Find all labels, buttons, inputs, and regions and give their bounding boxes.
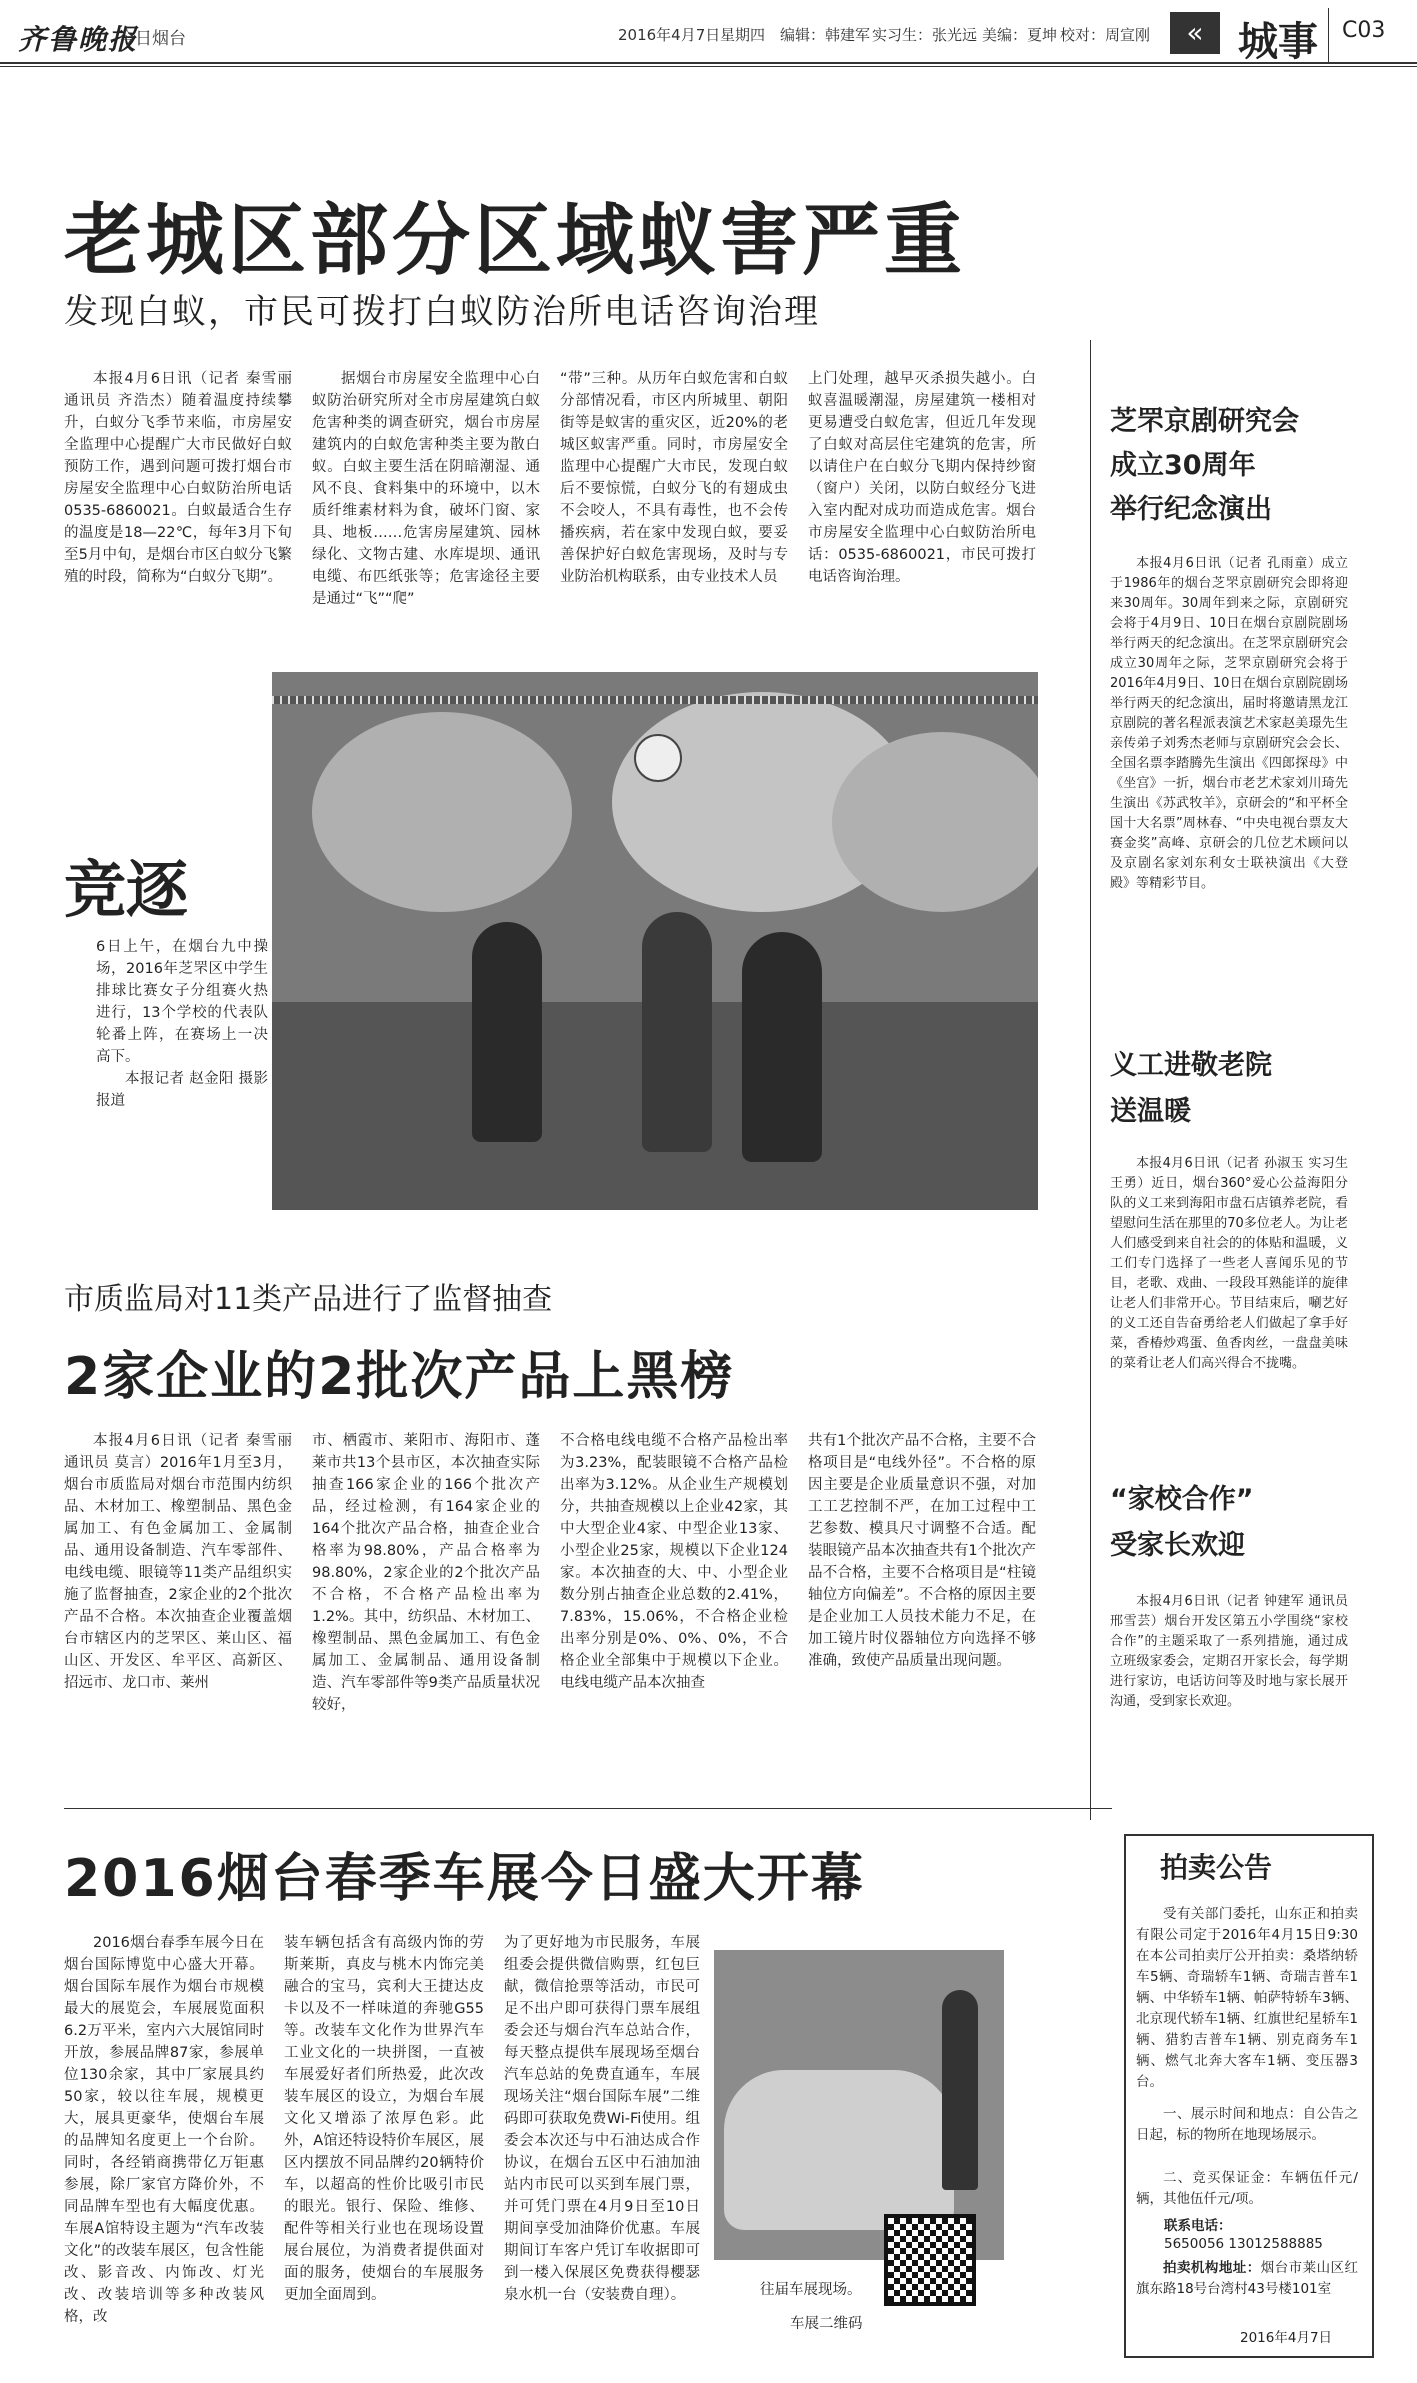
quality-col-2: 市、栖霞市、莱阳市、海阳市、蓬莱市共13个县市区，本次抽查实际抽查166家企业的166个批次产品，经过检测，有164家企业的164个批次产品合格，抽查企业合格率为98.80%，产品合格率为98.80%，2家企业的2个批次产品不合格，不合格产品检出率为1.2%。其中，纺织品、木材加工、橡塑制品、黑色金属加工、有色金属加工、金属制品、通用设备制造、汽车零部件等9类产品质量状况较好， bbox=[312, 1433, 540, 1713]
sidebar-2-title-line2: 送温暖 bbox=[1110, 1096, 1191, 1127]
autoshow-col-1: 2016烟台春季车展今日在烟台国际博览中心盛大开幕。烟台国际车展作为烟台市规模最大的展览会，车展展览面积6.2万平米，室内六大展馆同时开放，参展品牌87家，参展单位130余家，其中厂家展具约50家，较以往车展，规模更大，展具更豪华，使烟台车展的品牌知名度更上一个台阶。同时，各经销商携带亿万钜惠参展，除厂家官方降价外，不同品牌车型也有大幅度优惠。车展A馆特设主题为“汽车改装文化”的改装车展区，包含性能改、影音改、内饰改、灯光改、改装培训等多种改装风格，改 bbox=[64, 1935, 264, 2325]
intern-credit: 实习生：张光远 bbox=[872, 26, 978, 44]
auction-title: 拍卖公告 bbox=[1160, 1851, 1273, 1884]
proof-credit: 校对：周宣刚 bbox=[1060, 26, 1151, 44]
volleyball-photo bbox=[272, 672, 1038, 1210]
edition-label: 今日烟台 bbox=[118, 29, 186, 49]
photo-credit: 本报记者 赵金阳 摄影报道 bbox=[96, 1071, 268, 1109]
auction-date: 2016年4月7日 bbox=[1240, 2330, 1333, 2346]
autoshow-col-3: 为了更好地为市民服务，车展组委会提供微信购票，红包巨献，微信抢票等活动，市民可足不出户即可获得门票车展组委会还与烟台汽车总站合作，每天整点提供车展现场至烟台汽车总站的免费直通车，车展现场关注“烟台国际车展”二维码即可获取免费Wi-Fi使用。组委会本次还与中石油达成合作协议，在烟台五区中石油加油站内市民可以买到车展门票，并可凭门票在4月9日至10日期间享受加油降价优惠。车展期间订车客户凭订车收据即可到一楼入保展区免费获得櫻瑟泉水机一台（安装费自理）。 bbox=[504, 1935, 700, 2303]
page-number: C03 bbox=[1342, 18, 1386, 43]
auction-address-value: 烟台市莱山区红旗东路18号台湾村43号楼101室 bbox=[1136, 2260, 1359, 2297]
section-title: 城事 bbox=[1238, 19, 1318, 65]
header-rule-thin bbox=[0, 66, 1417, 67]
sidebar-divider bbox=[1090, 340, 1091, 1820]
sidebar-3-title-line1: “家校合作” bbox=[1110, 1484, 1254, 1515]
lead-subheadline: 发现白蚁，市民可拨打白蚁防治所电话咨询治理 bbox=[64, 292, 820, 332]
auction-address-label: 拍卖机构地址： bbox=[1163, 2260, 1261, 2276]
qr-caption: 车展二维码 bbox=[790, 2316, 863, 2332]
photo-caption: 6日上午，在烟台九中操场，2016年芝罘区中学生排球比赛女子分组赛火热进行，13个学校的代表队轮番上阵，在赛场上一决高下。 bbox=[96, 939, 268, 1065]
art-credit: 美编：夏坤 bbox=[982, 26, 1058, 44]
autoshow-col-2: 装车辆包括含有高级内饰的劳斯莱斯，真皮与桃木内饰完美融合的宝马，宾利大王捷达皮卡以及不一样味道的奔驰G55等。改装车文化作为世界汽车工业文化的一块拼图，一直被车展爱好者们所热爱，此次改装车展区的设立，为烟台车展文化又增添了浓厚色彩。此外，A馆还特设特价车展区，展区内摆放不同品牌约20辆特价车，以超高的性价比吸引市民的眼光。银行、保险、维修、配件等相关行业也在现场设置展台展位，为消费者提供面对面的服务，使烟台的车展服务更加全面周到。 bbox=[284, 1935, 484, 2303]
auction-body: 受有关部门委托，山东正和拍卖有限公司定于2016年4月15日9:30在本公司拍卖厅公开拍卖：桑塔纳轿车5辆、奇瑞轿车1辆、奇瑞吉普车1辆、中华轿车1辆、帕萨特轿车3辆、北京现代轿车1辆、红旗世纪星轿车1辆、猎豹吉普车1辆、别克商务车1辆、燃气北奔大客车1辆、变压器3台。 bbox=[1136, 1906, 1358, 2090]
lead-col-3: “带”三种。从历年白蚁危害和白蚁分部情况看，市区内所城里、朝阳街等是蚁害的重灾区，近20%的老城区蚁害严重。同时，市房屋安全监理中心提醒广大市民，发现白蚁后不要惊慌，白蚁分飞的有翅成虫不会咬人，不具有毒性，也不会传播疾病，若在家中发现白蚁，要妥善保护好白蚁危害现场，及时与专业防治机构联系，由专业技术人员 bbox=[560, 371, 788, 585]
sidebar-1-title-line1: 芝罘京剧研究会 bbox=[1110, 406, 1299, 437]
auction-phones: 5650056 13012588885 bbox=[1164, 2236, 1323, 2252]
photo-title: 竞逐 bbox=[64, 853, 189, 926]
qr-code-icon[interactable] bbox=[884, 2214, 976, 2306]
quality-col-4: 共有1个批次产品不合格，主要不合格项目是“电线外径”。不合格的原因主要是企业质量意识不强，对加工工艺控制不严，在加工过程中工艺参数、模具尺寸调整不合适。配装眼镜产品本次抽查共有1个批次产品不合格，主要不合格项目是“柱镜轴位方向偏差”。不合格的原因主要是企业加工人员技术能力不足，在加工镜片时仪器轴位方向选择不够准确，致使产品质量出现问题。 bbox=[808, 1433, 1036, 1669]
header-divider bbox=[1328, 8, 1329, 64]
section-divider bbox=[64, 1808, 1112, 1809]
weekday: 星期四 bbox=[720, 26, 766, 44]
quality-col-1: 本报4月6日讯（记者 秦雪丽 通讯员 莫言）2016年1月至3月，烟台市质监局对烟台市范围内纺织品、木材加工、橡塑制品、黑色金属加工、有色金属加工、金属制品、通用设备制造、汽车零部件、电线电缆、眼镜等11类产品组织实施了监督抽查，2家企业的2个批次产品不合格。本次抽查企业覆盖烟台市辖区内的芝罘区、莱山区、福山区、开发区、牟平区、高新区、招远市、龙口市、莱州 bbox=[64, 1433, 292, 1691]
lead-headline: 老城区部分区域蚁害严重 bbox=[64, 196, 967, 286]
sidebar-3-title-line2: 受家长欢迎 bbox=[1110, 1530, 1245, 1561]
auction-item-2: 二、竞买保证金：车辆伍仟元/辆，其他伍仟元/项。 bbox=[1136, 2170, 1358, 2207]
autoshow-headline: 2016烟台春季车展今日盛大开幕 bbox=[64, 1849, 865, 1909]
lead-col-2: 据烟台市房屋安全监理中心白蚁防治研究所对全市房屋建筑白蚁危害种类的调查研究，烟台市房屋建筑内的白蚁危害种类主要为散白蚁。白蚁主要生活在阴暗潮湿、通风不良、食料集中的环境中，以木质纤维素材料为食，破坏门窗、家具、地板……危害房屋建筑、园林绿化、文物古建、水库堤坝、通讯电缆、布匹纸张等；危害途径主要是通过“飞”“爬” bbox=[312, 371, 540, 607]
quality-kicker: 市质监局对11类产品进行了监督抽查 bbox=[64, 1282, 553, 1317]
sidebar-1-title-line3: 举行纪念演出 bbox=[1110, 494, 1272, 525]
masthead: 齐鲁晚报 bbox=[18, 23, 139, 56]
section-arrow-icon: « bbox=[1170, 12, 1220, 54]
sidebar-1-title-line2: 成立30周年 bbox=[1110, 450, 1256, 481]
sidebar-1-body: 本报4月6日讯（记者 孔雨童）成立于1986年的烟台芝罘京剧研究会即将迎来30周年。30周年到来之际，京剧研究会将于4月9日、10日在烟台京剧院剧场举行两天的纪念演出。在芝罘京剧研究会成立30周年之际，芝罘京剧研究会将于2016年4月9日、10日在烟台京剧院剧场举行两天的纪念演出，届时将邀请黑龙江京剧院的著名程派表演艺术家赵美璟先生亲传弟子刘秀杰老师与京剧研究会会长、全国名票李踏腾先生演出《四郎探母》中《坐宫》一折，烟台市老艺术家刘川琦先生演出《苏武牧羊》，京研会的“和平杯全国十大名票”周林春、“中央电视台票友大赛金奖”高峰、京研会的几位艺术顾问以及京剧名家刘东利女士联袂演出《大登殿》等精彩节目。 bbox=[1110, 556, 1348, 891]
auction-contact-label: 联系电话： bbox=[1164, 2218, 1232, 2234]
quality-col-3: 不合格电线电缆不合格产品检出率为3.23%，配装眼镜不合格产品检出率为3.12%。从企业生产规模划分，共抽查规模以上企业42家，其中大型企业4家、中型企业13家、小型企业25家，规模以下企业124家。本次抽查的大、中、小型企业数分别占抽查企业总数的2.41%，7.83%，15.06%，不合格企业检出率分别是0%、0%、0%，不合格企业全部集中于规模以下企业。电线电缆产品本次抽查 bbox=[560, 1433, 788, 1691]
quality-headline: 2家企业的2批次产品上黑榜 bbox=[64, 1347, 735, 1407]
sidebar-2-body: 本报4月6日讯（记者 孙淑玉 实习生 王勇）近日，烟台360°爱心公益海阳分队的义工来到海阳市盘石店镇养老院，看望慰问生活在那里的70多位老人。为让老人们感受到来自社会的的体贴和温暖，义工们专门选择了一些老人喜闻乐见的节目，老歌、戏曲、一段段耳熟能详的旋律让老人们非常开心。节目结束后，唰艺好的义工还自告奋勇给老人们做起了拿手好菜，香椿炒鸡蛋、鱼香肉丝，一盘盘美味的菜肴让老人们高兴得合不拢嘴。 bbox=[1110, 1156, 1348, 1371]
car-photo-caption: 往届车展现场。 bbox=[760, 2282, 862, 2298]
issue-date: 2016年4月7日 bbox=[618, 26, 721, 44]
header-rule bbox=[0, 62, 1417, 64]
lead-col-1: 本报4月6日讯（记者 秦雪丽 通讯员 齐浩杰）随着温度持续攀升，白蚁分飞季节来临，市房屋安全监理中心提醒广大市民做好白蚁预防工作，遇到问题可拨打烟台市房屋安全监理中心白蚁防治所电话0535-6860021。白蚁最适合生存的温度是18—22℃，每年3月下旬至5月中旬，是烟台市区白蚁分飞繁殖的时段，简称为“白蚁分飞期”。 bbox=[64, 371, 292, 585]
auction-address bbox=[1136, 2258, 1358, 2300]
auction-item-1: 一、展示时间和地点：自公告之日起，标的物所在地现场展示。 bbox=[1136, 2106, 1358, 2143]
sidebar-3-body: 本报4月6日讯（记者 钟建军 通讯员 邢雪芸）烟台开发区第五小学围绕“家校合作”的主题采取了一系列措施，通过成立班级家委会，定期召开家长会，每学期进行家访，电话访问等及时地与家长展开沟通，受到家长欢迎。 bbox=[1110, 1594, 1348, 1709]
editor-credit: 编辑：韩建军 bbox=[780, 26, 871, 44]
lead-col-4: 上门处理，越早灭杀损失越小。白蚁喜温暖潮湿，房屋建筑一楼相对更易遭受白蚁危害，但近几年发现了白蚁对高层住宅建筑的危害，所以请住户在白蚁分飞期内保持纱窗（窗户）关闭，以防白蚁经分飞进入室内配对成功而造成危害。烟台市房屋安全监理中心白蚁防治所电话：0535-6860021，市民可拨打电话咨询治理。 bbox=[808, 371, 1036, 585]
sidebar-2-title-line1: 义工进敬老院 bbox=[1110, 1050, 1272, 1081]
